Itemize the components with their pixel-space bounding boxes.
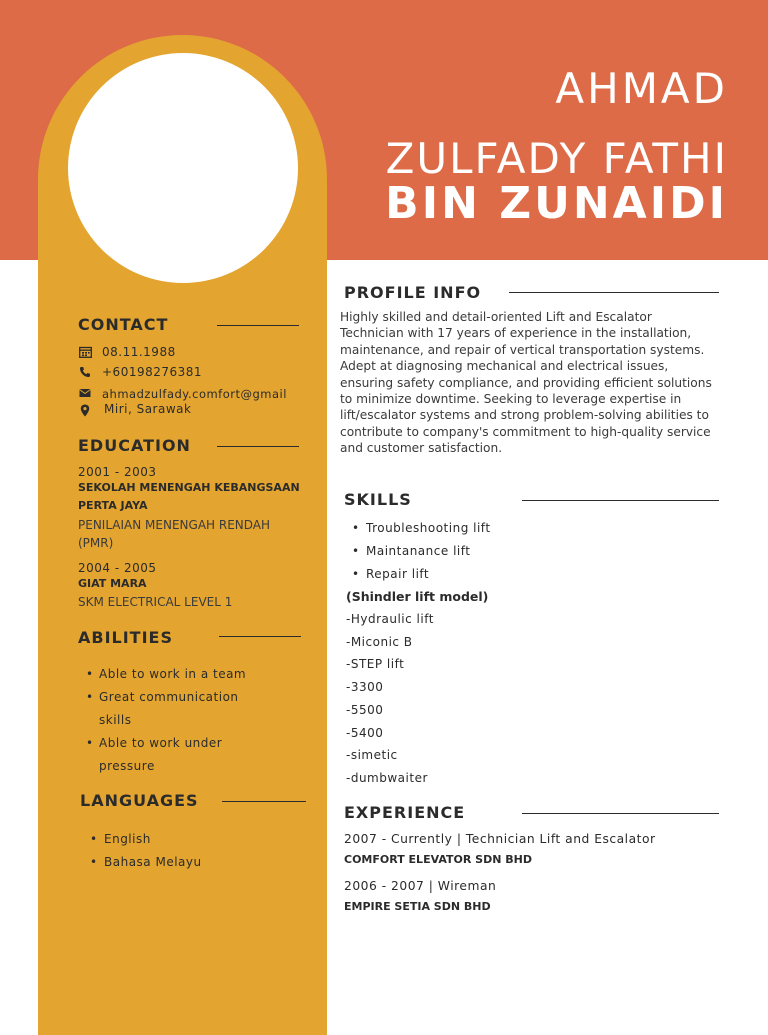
experience-period-role: 2006 - 2007 | Wireman (344, 879, 497, 893)
ability-item: Great communication (99, 690, 239, 704)
skill-item: Maintanance lift (366, 544, 471, 558)
education-school-cont: PERTA JAYA (78, 499, 148, 512)
contact-location: Miri, Sarawak (104, 402, 192, 416)
skill-item: Troubleshooting lift (366, 521, 491, 535)
contact-title: CONTACT (78, 315, 169, 334)
experience-company: COMFORT ELEVATOR SDN BHD (344, 853, 532, 866)
ability-item: Able to work under (99, 736, 223, 750)
abilities-title: ABILITIES (78, 628, 173, 647)
bullet-icon: • (90, 832, 98, 846)
profile-title: PROFILE INFO (344, 283, 482, 302)
contact-email[interactable]: ahmadzulfady.comfort@gmail (102, 387, 287, 401)
education-qualification: SKM ELECTRICAL LEVEL 1 (78, 595, 233, 609)
experience-company: EMPIRE SETIA SDN BHD (344, 900, 491, 913)
phone-icon (78, 366, 92, 378)
skill-item: Repair lift (366, 567, 430, 581)
profile-photo-placeholder (68, 53, 298, 283)
skills-divider (522, 500, 719, 501)
skill-model: -5500 (346, 703, 384, 717)
languages-divider (222, 801, 306, 802)
ability-item: Able to work in a team (99, 667, 247, 681)
bullet-icon: • (86, 690, 94, 704)
contact-phone[interactable]: +60198276381 (102, 365, 203, 379)
bullet-icon: • (352, 521, 360, 535)
contact-divider (217, 325, 299, 326)
profile-divider (509, 292, 719, 293)
bullet-icon: • (352, 544, 360, 558)
education-years: 2004 - 2005 (78, 561, 157, 575)
skill-model: -3300 (346, 680, 384, 694)
education-divider (217, 446, 299, 447)
education-title: EDUCATION (78, 436, 191, 455)
skill-model: -Hydraulic lift (346, 612, 434, 626)
education-school: SEKOLAH MENENGAH KEBANGSAAN (78, 481, 300, 494)
location-pin-icon (78, 404, 92, 416)
skill-model: -simetic (346, 748, 398, 762)
calendar-icon (78, 346, 92, 358)
name-last: BIN ZUNAIDI (385, 178, 728, 229)
profile-summary: Highly skilled and detail-oriented Lift and Escalator Technician with 17 years of experience in the installation, maintenance, and repair of vertical transportation systems. Adept at diagnosing mechanical and electrical issues, ensuring safety compliance, and providing efficient solutions to minimize downtime. Seeking to leverage expertise in lift/escalator systems and strong problem-solving abilities to contribute to company's commitment to high-quality service and customer satisfaction. (340, 310, 712, 456)
ability-item-cont: pressure (99, 759, 155, 773)
skill-model: -Miconic B (346, 635, 413, 649)
education-qualification-cont: (PMR) (78, 536, 114, 550)
skills-model-heading: (Shindler lift model) (346, 589, 489, 604)
language-item: Bahasa Melayu (104, 855, 202, 869)
bullet-icon: • (352, 567, 360, 581)
name-first: AHMAD (555, 64, 728, 113)
experience-title: EXPERIENCE (344, 803, 466, 822)
bullet-icon: • (90, 855, 98, 869)
education-school: GIAT MARA (78, 577, 147, 590)
experience-divider (522, 813, 719, 814)
education-qualification: PENILAIAN MENENGAH RENDAH (78, 518, 271, 532)
languages-title: LANGUAGES (80, 791, 199, 810)
skill-model: -5400 (346, 726, 384, 740)
skill-model: -STEP lift (346, 657, 405, 671)
skill-model: -dumbwaiter (346, 771, 428, 785)
abilities-divider (219, 636, 301, 637)
name-middle: ZULFADY FATHI (385, 134, 728, 183)
email-icon (78, 388, 92, 400)
contact-dob: 08.11.1988 (102, 345, 176, 359)
bullet-icon: • (86, 736, 94, 750)
language-item: English (104, 832, 151, 846)
experience-period-role: 2007 - Currently | Technician Lift and Escalator (344, 832, 656, 846)
ability-item-cont: skills (99, 713, 132, 727)
education-years: 2001 - 2003 (78, 465, 157, 479)
skills-title: SKILLS (344, 490, 412, 509)
bullet-icon: • (86, 667, 94, 681)
